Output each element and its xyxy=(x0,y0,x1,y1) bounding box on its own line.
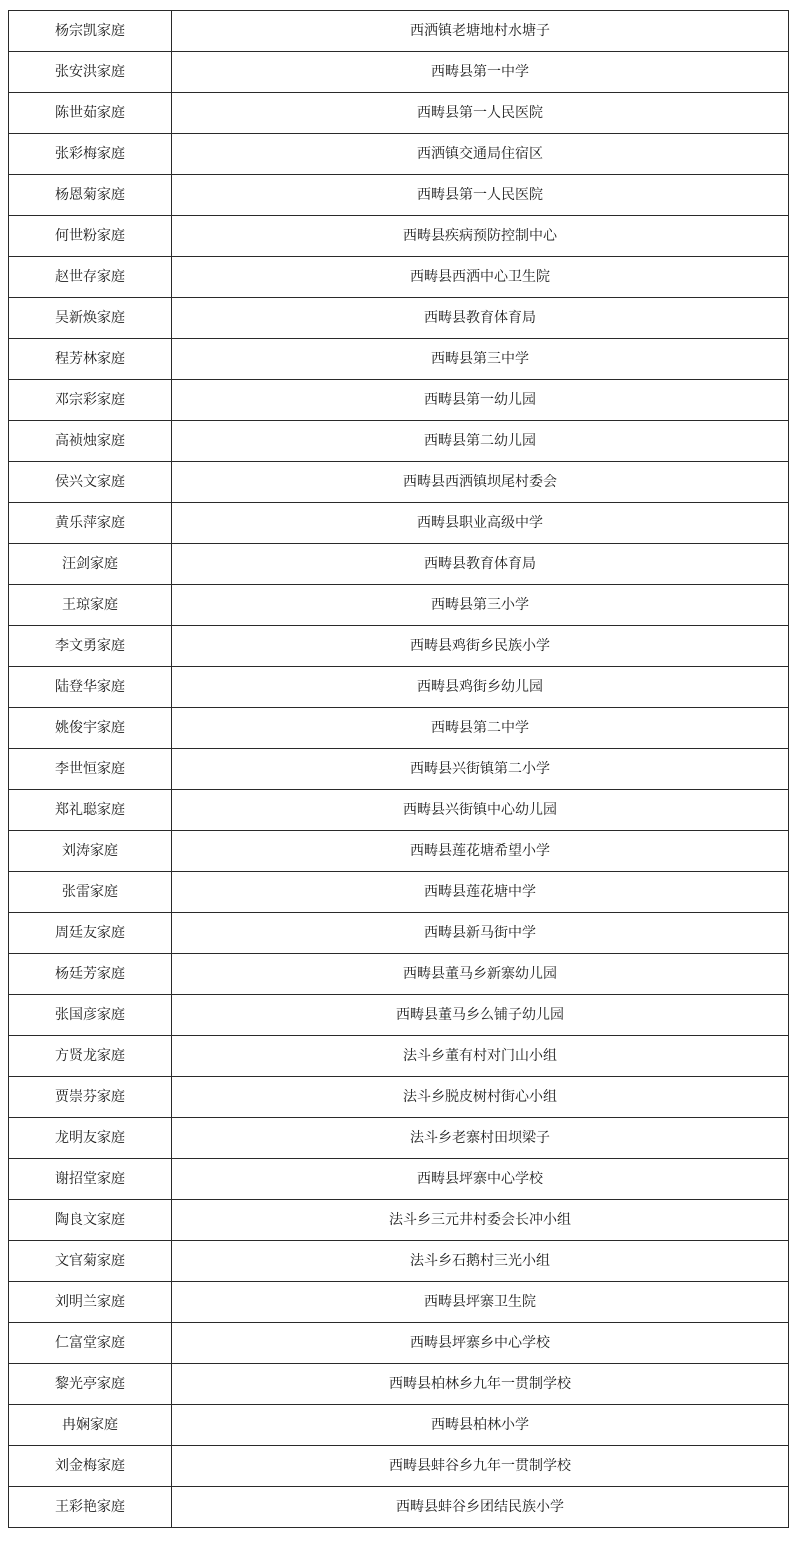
table-row xyxy=(9,1118,789,1159)
family-table-container xyxy=(8,10,788,1528)
family-name-cell: 张国彦家庭 xyxy=(9,995,172,1036)
table-row xyxy=(9,667,789,708)
family-name-cell: 何世粉家庭 xyxy=(9,216,172,257)
family-name-cell: 李世恒家庭 xyxy=(9,749,172,790)
table-row xyxy=(9,216,789,257)
table-row xyxy=(9,93,789,134)
work-unit-cell: 西畴县第一幼儿园 xyxy=(172,380,789,421)
work-unit-cell: 西畴县坪寨中心学校 xyxy=(172,1159,789,1200)
work-unit-cell: 西畴县第一中学 xyxy=(172,52,789,93)
family-name-cell: 程芳林家庭 xyxy=(9,339,172,380)
family-table xyxy=(8,10,789,1528)
work-unit-cell: 西畴县第一人民医院 xyxy=(172,93,789,134)
work-unit-cell: 西畴县教育体育局 xyxy=(172,544,789,585)
table-row xyxy=(9,1200,789,1241)
work-unit-cell: 西畴县蚌谷乡九年一贯制学校 xyxy=(172,1446,789,1487)
work-unit-cell: 西畴县教育体育局 xyxy=(172,298,789,339)
work-unit-cell: 西洒镇老塘地村水塘子 xyxy=(172,11,789,52)
table-row xyxy=(9,1159,789,1200)
table-row xyxy=(9,1282,789,1323)
work-unit-cell: 西畴县莲花塘中学 xyxy=(172,872,789,913)
family-name-cell: 杨宗凯家庭 xyxy=(9,11,172,52)
family-name-cell: 王彩艳家庭 xyxy=(9,1487,172,1528)
work-unit-cell: 西洒镇交通局住宿区 xyxy=(172,134,789,175)
work-unit-cell: 西畴县西洒镇坝尾村委会 xyxy=(172,462,789,503)
family-name-cell: 吴新焕家庭 xyxy=(9,298,172,339)
table-row xyxy=(9,913,789,954)
family-name-cell: 杨廷芳家庭 xyxy=(9,954,172,995)
family-name-cell: 侯兴文家庭 xyxy=(9,462,172,503)
family-table-body xyxy=(9,11,789,1528)
table-row xyxy=(9,708,789,749)
family-name-cell: 刘金梅家庭 xyxy=(9,1446,172,1487)
work-unit-cell: 西畴县柏林乡九年一贯制学校 xyxy=(172,1364,789,1405)
work-unit-cell: 西畴县西洒中心卫生院 xyxy=(172,257,789,298)
table-row xyxy=(9,1405,789,1446)
table-row xyxy=(9,134,789,175)
work-unit-cell: 西畴县第二幼儿园 xyxy=(172,421,789,462)
work-unit-cell: 西畴县疾病预防控制中心 xyxy=(172,216,789,257)
table-row xyxy=(9,11,789,52)
family-name-cell: 文官菊家庭 xyxy=(9,1241,172,1282)
table-row xyxy=(9,995,789,1036)
table-row xyxy=(9,831,789,872)
work-unit-cell: 西畴县鸡街乡幼儿园 xyxy=(172,667,789,708)
family-name-cell: 陆登华家庭 xyxy=(9,667,172,708)
family-name-cell: 冉娴家庭 xyxy=(9,1405,172,1446)
table-row xyxy=(9,954,789,995)
family-name-cell: 姚俊宇家庭 xyxy=(9,708,172,749)
family-name-cell: 周廷友家庭 xyxy=(9,913,172,954)
work-unit-cell: 西畴县董马乡新寨幼儿园 xyxy=(172,954,789,995)
table-row xyxy=(9,585,789,626)
table-row xyxy=(9,380,789,421)
table-row xyxy=(9,421,789,462)
family-name-cell: 赵世存家庭 xyxy=(9,257,172,298)
work-unit-cell: 西畴县职业高级中学 xyxy=(172,503,789,544)
family-name-cell: 张安洪家庭 xyxy=(9,52,172,93)
family-name-cell: 高祯烛家庭 xyxy=(9,421,172,462)
table-row xyxy=(9,175,789,216)
table-row xyxy=(9,257,789,298)
work-unit-cell: 西畴县兴街镇中心幼儿园 xyxy=(172,790,789,831)
table-row xyxy=(9,790,789,831)
family-name-cell: 方贤龙家庭 xyxy=(9,1036,172,1077)
table-row xyxy=(9,1446,789,1487)
work-unit-cell: 西畴县第二中学 xyxy=(172,708,789,749)
work-unit-cell: 法斗乡三元井村委会长冲小组 xyxy=(172,1200,789,1241)
family-name-cell: 陶良文家庭 xyxy=(9,1200,172,1241)
work-unit-cell: 西畴县蚌谷乡团结民族小学 xyxy=(172,1487,789,1528)
work-unit-cell: 西畴县新马街中学 xyxy=(172,913,789,954)
family-name-cell: 龙明友家庭 xyxy=(9,1118,172,1159)
table-row xyxy=(9,298,789,339)
work-unit-cell: 西畴县第一人民医院 xyxy=(172,175,789,216)
family-name-cell: 刘涛家庭 xyxy=(9,831,172,872)
work-unit-cell: 西畴县坪寨乡中心学校 xyxy=(172,1323,789,1364)
table-row xyxy=(9,626,789,667)
family-name-cell: 贾崇芬家庭 xyxy=(9,1077,172,1118)
work-unit-cell: 法斗乡董有村对门山小组 xyxy=(172,1036,789,1077)
family-name-cell: 仁富堂家庭 xyxy=(9,1323,172,1364)
work-unit-cell: 法斗乡老寨村田坝梁子 xyxy=(172,1118,789,1159)
family-name-cell: 刘明兰家庭 xyxy=(9,1282,172,1323)
table-row xyxy=(9,1241,789,1282)
table-row xyxy=(9,749,789,790)
table-row xyxy=(9,1487,789,1528)
family-name-cell: 陈世茹家庭 xyxy=(9,93,172,134)
family-name-cell: 张雷家庭 xyxy=(9,872,172,913)
work-unit-cell: 法斗乡脱皮树村街心小组 xyxy=(172,1077,789,1118)
work-unit-cell: 西畴县坪寨卫生院 xyxy=(172,1282,789,1323)
table-row xyxy=(9,544,789,585)
work-unit-cell: 西畴县兴街镇第二小学 xyxy=(172,749,789,790)
family-name-cell: 李文勇家庭 xyxy=(9,626,172,667)
table-row xyxy=(9,1364,789,1405)
family-name-cell: 谢招堂家庭 xyxy=(9,1159,172,1200)
work-unit-cell: 法斗乡石鹅村三光小组 xyxy=(172,1241,789,1282)
table-row xyxy=(9,52,789,93)
family-name-cell: 黎光亭家庭 xyxy=(9,1364,172,1405)
family-name-cell: 邓宗彩家庭 xyxy=(9,380,172,421)
work-unit-cell: 西畴县董马乡么铺子幼儿园 xyxy=(172,995,789,1036)
table-row xyxy=(9,1077,789,1118)
table-row xyxy=(9,1036,789,1077)
family-name-cell: 黄乐萍家庭 xyxy=(9,503,172,544)
work-unit-cell: 西畴县第三中学 xyxy=(172,339,789,380)
work-unit-cell: 西畴县鸡街乡民族小学 xyxy=(172,626,789,667)
work-unit-cell: 西畴县柏林小学 xyxy=(172,1405,789,1446)
work-unit-cell: 西畴县莲花塘希望小学 xyxy=(172,831,789,872)
family-name-cell: 汪剑家庭 xyxy=(9,544,172,585)
table-row xyxy=(9,503,789,544)
family-name-cell: 郑礼聪家庭 xyxy=(9,790,172,831)
table-row xyxy=(9,339,789,380)
family-name-cell: 杨恩菊家庭 xyxy=(9,175,172,216)
family-name-cell: 张彩梅家庭 xyxy=(9,134,172,175)
table-row xyxy=(9,462,789,503)
work-unit-cell: 西畴县第三小学 xyxy=(172,585,789,626)
table-row xyxy=(9,872,789,913)
family-name-cell: 王琼家庭 xyxy=(9,585,172,626)
table-row xyxy=(9,1323,789,1364)
